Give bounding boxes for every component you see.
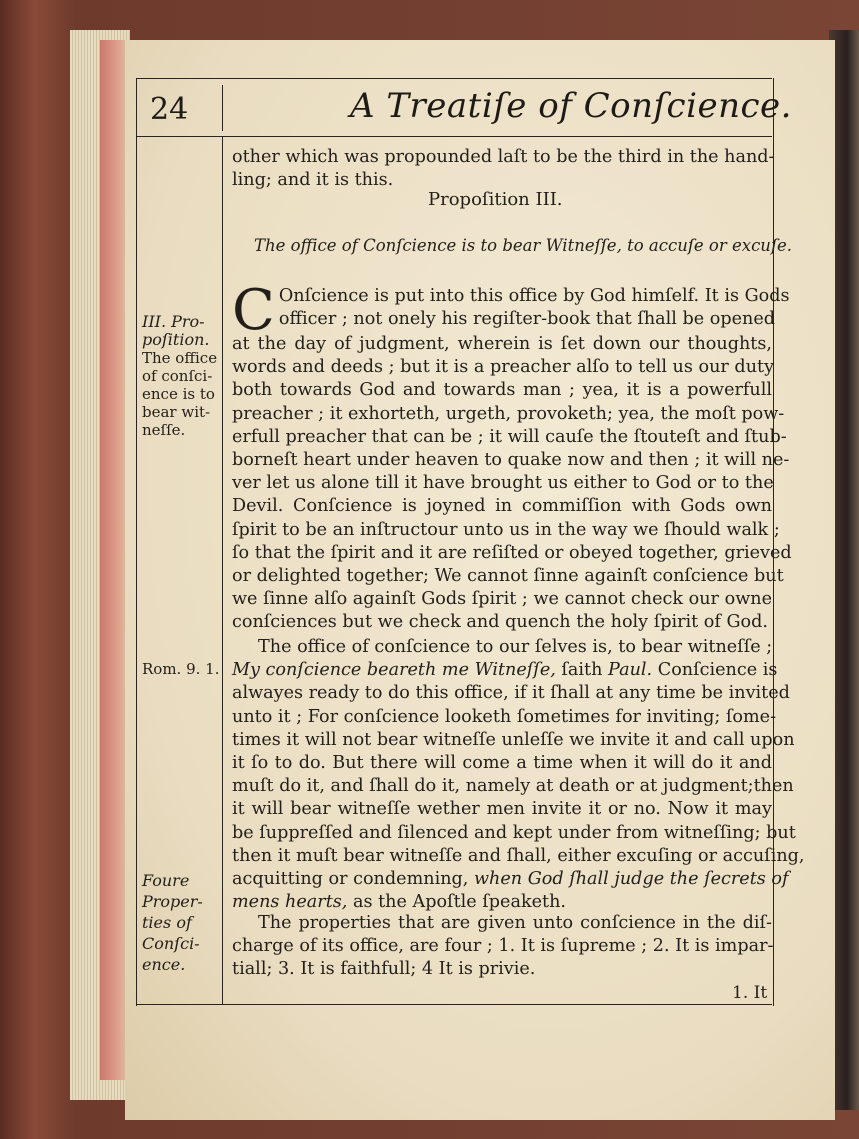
text-line: it will bear witneſſe wether men invite it or no. Now it may <box>232 799 772 820</box>
text-line: it ſo to do. But there will come a time when it will do it and <box>232 753 772 774</box>
text-line: preacher ; it exhorteth, urgeth, provoketh; yea, the moſt pow- <box>232 403 785 424</box>
text-line: ver let us alone till it have brought us either to God or to the <box>232 473 774 494</box>
text-line: ſo that the ſpirit and it are reſiſted or obeyed together, grieved <box>232 542 792 563</box>
text-line: Onſcience is put into this office by God himſelf. It is Gods <box>278 286 790 306</box>
top-rule <box>136 78 772 79</box>
margin-note-reference: Rom. 9. 1. <box>142 660 220 678</box>
text-span: ſaith <box>555 660 609 681</box>
text-line: erfull preacher that can be ; it will cauſe the ſtouteſt and ſtub- <box>232 426 787 447</box>
text-line: officer ; not onely his regiſter-book that ſhall be opened <box>278 309 776 330</box>
note-line: Conſci- <box>142 934 200 953</box>
note-title: poſition. <box>142 330 210 349</box>
text-line: The office of conſcience to our ſelves is, to bear witneſſe ; <box>258 637 773 657</box>
text-line: be ſuppreſſed and ſilenced and kept under from witneſſing; but <box>232 822 796 843</box>
text-line <box>232 868 789 891</box>
scripture-quote: My conſcience beareth me Witneſſe, <box>232 660 556 681</box>
text-line: then it muſt bear witneſſe and ſhall, either excuſing or accuſing, <box>232 845 805 866</box>
header-rule <box>136 136 772 137</box>
note-line: ence. <box>142 955 186 974</box>
note-line: Foure <box>142 871 190 890</box>
catchword: 1. It <box>732 983 768 1003</box>
margin-divider <box>222 136 223 1004</box>
text-line: The properties that are given unto conſcience in the diſ- <box>258 913 772 933</box>
text-line: other which was propounded laſt to be the third in the hand- <box>232 147 775 167</box>
paragraph-2 <box>232 636 805 914</box>
intro-text <box>232 146 775 192</box>
paragraph-1 <box>232 278 792 635</box>
drop-cap: C <box>232 278 275 343</box>
text-line: conſciences but we check and quench the holy ſpirit of God. <box>232 612 768 633</box>
note-line: ence is to <box>142 385 215 403</box>
note-title: III. Pro- <box>142 312 205 331</box>
text-line: at the day of judgment, wherein is ſet down our thoughts, <box>232 334 772 354</box>
note-line: The office <box>142 349 218 367</box>
header-divider <box>222 85 223 131</box>
text-line: ſpirit to be an inſtructour unto us in the way we ſhould walk ; <box>232 519 780 540</box>
bottom-rule <box>136 1004 772 1005</box>
scripture-quote: mens hearts, <box>232 892 348 913</box>
author-name: Paul. <box>608 660 653 681</box>
page-number: 24 <box>150 92 189 127</box>
text-line: words and deeds ; but it is a preacher alſo to tell us our duty <box>232 357 775 378</box>
text-line: both towards God and towards man ; yea, it is a powerfull <box>232 380 772 401</box>
note-line: ties of <box>142 913 192 932</box>
text-span: Conſcience is <box>652 660 778 681</box>
text-line: unto it ; For conſcience looketh ſometimes for inviting; ſome- <box>232 706 777 727</box>
text-line: tiall; 3. It is faithfull; 4 It is privie. <box>232 959 536 980</box>
text-span: as the Apoſtle ſpeaketh. <box>347 892 567 913</box>
note-line: bear wit- <box>142 403 211 421</box>
text-line: times it will not bear witneſſe unleſſe we invite it and call upon <box>232 729 795 750</box>
text-line <box>232 659 778 682</box>
text-line: alwayes ready to do this office, if it ſhall at any time be invited <box>232 683 790 704</box>
note-line: Proper- <box>142 892 203 911</box>
text-line: or delighted together; We cannot ſinne againſt conſcience but <box>232 566 784 587</box>
text-line: we ſinne alſo againſt Gods ſpirit ; we cannot check our owne <box>232 589 772 610</box>
note-line: neſſe. <box>142 421 186 439</box>
scripture-quote: when God ſhall judge the ſecrets of <box>473 869 789 890</box>
running-title: A Treatiſe of Conſcience. <box>350 86 792 126</box>
text-span: acquitting or condemning, <box>232 869 474 890</box>
text-line: charge of its office, are four ; 1. It is ſupreme ; 2. It is impar- <box>232 936 774 957</box>
margin-note-properties <box>142 870 203 975</box>
text-line <box>232 891 772 914</box>
text-line: muſt do it, and ſhall do it, namely at death or at judgment;then <box>232 776 794 797</box>
margin-note-proposition <box>142 313 217 439</box>
text-line: borneſt heart under heaven to quake now and then ; it will ne- <box>232 450 790 471</box>
proposition-statement: The office of Conſcience is to bear Witneſſe, to accuſe or excuſe. <box>254 236 793 255</box>
proposition-heading: Propoſition III. <box>428 189 563 210</box>
paragraph-3 <box>232 912 772 982</box>
text-line: Devil. Conſcience is joyned in commiſſion with Gods own <box>232 496 772 517</box>
text-line: ling; and it is this. <box>232 170 394 191</box>
note-line: of conſci- <box>142 367 213 385</box>
